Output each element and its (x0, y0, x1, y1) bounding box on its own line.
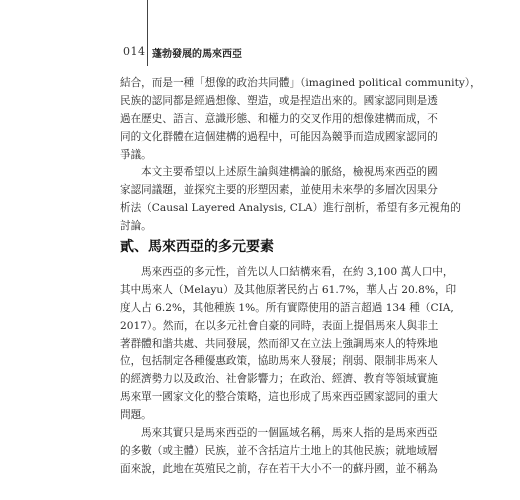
text-line: 馬來西亞的多元性，首先以人口結構來看，在約 3,100 萬人口中， (141, 266, 454, 278)
text-line: 過在歷史、語言、意識形態、和權力的交叉作用的想像建構而成，不 (120, 112, 438, 125)
text-line: 馬來單一國家文化的整合策略，這也形成了馬來西亞國家認同的重大 (120, 391, 438, 404)
text-line: 同的文化群體在這個建構的過程中，可能因為競爭而造成國家認同的 (120, 130, 438, 143)
running-title: 蓬勃發展的馬來西亞 (152, 49, 242, 60)
text-line: 其中馬來人（Melayu）及其他原著民約占 61.7%，華人占 20.8%，印 (120, 283, 457, 296)
text-line: 析法（Causal Layered Analysis, CLA）進行剖析，希望有多元視角的 (120, 202, 461, 215)
text-line: 著群體和諧共處、共同發展，然而卻又在立法上強調馬來人的特殊地 (120, 337, 438, 350)
header-divider (147, 0, 148, 66)
text-line: 度人占 6.2%，其他種族 1%。所有實際使用的語言超過 134 種（CIA, (120, 301, 454, 314)
text-line: 本文主要希望以上述原生論與建構論的脈絡，檢視馬來西亞的國 (141, 166, 438, 179)
text-line: 馬來其實只是馬來西亞的一個區域名稱，馬來人指的是馬來西亞 (141, 427, 438, 440)
text-line: 家認同議題，並探究主要的形塑因素，並使用未來學的多層次因果分 (120, 184, 438, 197)
text-line: 爭議。 (120, 148, 152, 161)
text-line: 問題。 (120, 409, 152, 422)
page-number: 014 (123, 45, 146, 58)
section-body (120, 264, 457, 479)
text-line: 民族的認同都是經過想像、塑造，或是捏造出來的。國家認同則是透 (120, 94, 438, 107)
text-line: 位，包括制定各種優惠政策，協助馬來人發展；削弱、限制非馬來人 (120, 355, 438, 368)
text-line: 的多數（或主體）民族，並不含括這片土地上的其他民族；就地域層 (120, 444, 438, 457)
section-heading: 貳、馬來西亞的多元要素 (120, 239, 274, 255)
text-line: 面來說，此地在英殖民之前，存在若干大小不一的蘇丹國，並不稱為 (120, 462, 438, 475)
text-line: 2017）。然而，在以多元社會自豪的同時，表面上提倡馬來人與非土 (120, 319, 439, 332)
text-line: 的經濟勢力以及政治、社會影響力；在政治、經濟、教育等領域實施 (120, 373, 438, 386)
intro-paragraphs (120, 75, 481, 236)
text-line: 討論。 (120, 220, 152, 233)
page-header (0, 0, 520, 70)
text-line: 結合，而是一種「想像的政治共同體」（imagined political community）， (120, 77, 481, 89)
